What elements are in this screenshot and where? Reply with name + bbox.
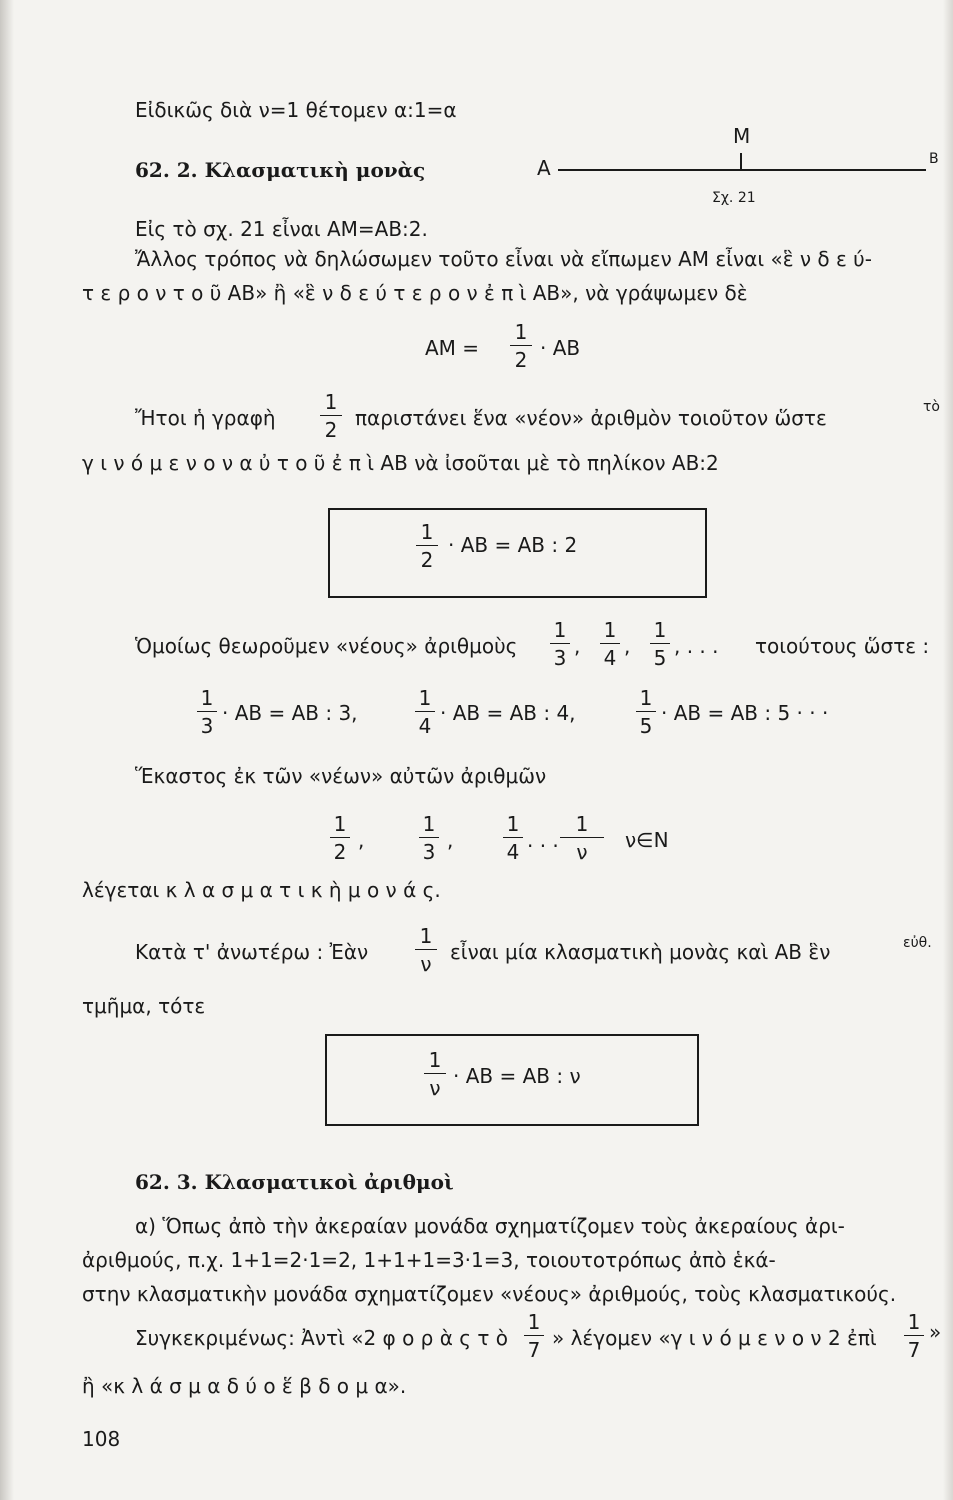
p4-comma-2: , bbox=[624, 634, 631, 658]
p9-fraction-seventh-1 bbox=[524, 1312, 544, 1360]
equation-am-fraction bbox=[510, 322, 532, 370]
fraction-denominator: 2 bbox=[324, 418, 338, 442]
equation-am-left: ΑΜ = bbox=[425, 336, 480, 360]
fraction-numerator: 1 bbox=[197, 688, 217, 712]
text-paragraph-7-end: τμῆμα, τότε bbox=[82, 994, 206, 1018]
figure-midpoint-tick bbox=[740, 153, 742, 169]
eq2-fraction-fifth bbox=[636, 688, 656, 736]
eq2-equation-fifth: · ΑΒ = ΑΒ : 5 · · · bbox=[661, 701, 829, 725]
p5-fraction-half bbox=[330, 814, 350, 862]
fraction-denominator: ν bbox=[429, 1076, 441, 1100]
p5-fraction-quarter bbox=[503, 814, 523, 862]
fraction-denominator: 4 bbox=[506, 840, 520, 864]
p5-fraction-nu bbox=[560, 814, 604, 862]
fraction-numerator: 1 bbox=[904, 1312, 924, 1336]
text-paragraph-2-line-1: Ἄλλος τρόπος νὰ δηλώσωμεν τοῦτο εἶναι νὰ εἴπωμεν ΑΜ εἶναι «ἓ ν δ ε ύ- bbox=[135, 247, 872, 271]
p9-fraction-seventh-2 bbox=[904, 1312, 924, 1360]
p7-fraction-nu bbox=[415, 926, 437, 974]
eq2-equation-third: · ΑΒ = ΑΒ : 3, bbox=[222, 701, 358, 725]
eq2-fraction-third bbox=[197, 688, 217, 736]
text-paragraph-3-middle: παριστάνει ἕνα «νέον» ἀριθμὸν τοιοῦτον ὥστε bbox=[355, 406, 827, 430]
text-paragraph-4-end: τοιούτους ὥστε : bbox=[755, 634, 930, 658]
equation-am-right: · ΑΒ bbox=[540, 336, 581, 360]
fraction-numerator: 1 bbox=[636, 688, 656, 712]
fraction-denominator: 7 bbox=[527, 1338, 541, 1362]
text-paragraph-8-line-1: α) Ὅπως ἀπὸ τὴν ἀκεραίαν μονάδα σχηματίζομεν τοὺς ἀκεραίους ἀρι- bbox=[135, 1214, 845, 1238]
fraction-numerator: 1 bbox=[415, 688, 435, 712]
p5-ellipsis: . . . bbox=[527, 828, 559, 852]
fraction-denominator: 5 bbox=[653, 646, 667, 670]
p5-nu-in-n: ν∈Ν bbox=[625, 828, 669, 852]
figure-segment-ab bbox=[558, 169, 926, 171]
fraction-numerator: 1 bbox=[510, 322, 532, 346]
text-paragraph-5: Ἕκαστος ἐκ τῶν «νέων» αὐτῶν ἀριθμῶν bbox=[135, 764, 547, 788]
figure-caption: Σχ. 21 bbox=[712, 190, 756, 206]
text-margin-to: τὸ bbox=[923, 399, 940, 415]
text-paragraph-7-start: Κατὰ τ' ἀνωτέρω : Ἐὰν bbox=[135, 940, 369, 964]
text-paragraph-10: ἢ «κ λ ά σ μ α δ ύ ο ἕ β δ ο μ α». bbox=[82, 1374, 407, 1398]
fraction-denominator: 3 bbox=[422, 840, 436, 864]
fraction-denominator: 2 bbox=[333, 840, 347, 864]
text-paragraph-9-middle: » λέγομεν «γ ι ν ό μ ε ν ο ν 2 ἐπὶ bbox=[552, 1326, 877, 1350]
p5-fraction-third bbox=[419, 814, 439, 862]
p4-ellipsis: , . . . bbox=[674, 634, 719, 658]
text-margin-euth: εὐθ. bbox=[903, 935, 932, 951]
section-heading-62-2: 62. 2. Κλασματικὴ μονὰς bbox=[135, 158, 426, 182]
box-1-fraction bbox=[416, 522, 438, 570]
fraction-numerator: 1 bbox=[503, 814, 523, 838]
fraction-numerator: 1 bbox=[416, 522, 438, 546]
fraction-denominator: ν bbox=[576, 840, 588, 864]
fraction-denominator: 3 bbox=[200, 714, 214, 738]
box-2-equation: · ΑΒ = ΑΒ : ν bbox=[453, 1064, 581, 1088]
fraction-numerator: 1 bbox=[600, 620, 620, 644]
text-paragraph-3-start: Ἤτοι ἡ γραφὴ bbox=[135, 406, 276, 430]
page-number: 108 bbox=[82, 1427, 121, 1451]
fraction-numerator: 1 bbox=[419, 814, 439, 838]
p5-comma-1: , bbox=[358, 828, 365, 852]
text-line-special-case: Εἰδικῶς διὰ ν=1 θέτομεν α:1=α bbox=[135, 98, 457, 122]
text-paragraph-2-line-2: τ ε ρ ο ν τ ο ῦ ΑΒ» ἢ «ἓ ν δ ε ύ τ ε ρ ο ν ἐ π ὶ ΑΒ», νὰ γράψωμεν δὲ bbox=[82, 281, 748, 305]
box-1-equation: · ΑΒ = ΑΒ : 2 bbox=[448, 533, 578, 557]
fraction-numerator: 1 bbox=[424, 1050, 446, 1074]
fraction-numerator: 1 bbox=[320, 392, 342, 416]
paragraph-3-fraction bbox=[320, 392, 342, 440]
text-paragraph-9-close-quote: » bbox=[929, 1320, 942, 1344]
fraction-numerator: 1 bbox=[524, 1312, 544, 1336]
text-paragraph-8-line-3: στην κλασματικὴν μονάδα σχηματίζομεν «νέους» ἀριθμούς, τοὺς κλασματικούς. bbox=[82, 1282, 897, 1306]
fraction-denominator: 5 bbox=[639, 714, 653, 738]
page-gutter-shadow bbox=[0, 0, 14, 1500]
fraction-numerator: 1 bbox=[650, 620, 670, 644]
fraction-denominator: ν bbox=[420, 952, 432, 976]
text-paragraph-8-line-2: ἀριθμούς, π.χ. 1+1=2·1=2, 1+1+1=3·1=3, τοιουτοτρόπως ἀπὸ ἑκά- bbox=[82, 1248, 776, 1272]
fraction-numerator: 1 bbox=[550, 620, 570, 644]
eq2-equation-quarter: · ΑΒ = ΑΒ : 4, bbox=[440, 701, 576, 725]
page-edge-shadow bbox=[943, 0, 953, 1500]
text-paragraph-7-middle: εἶναι μία κλασματικὴ μονὰς καὶ ΑΒ ἓν bbox=[450, 940, 831, 964]
text-paragraph-4-start: Ὁμοίως θεωροῦμεν «νέους» ἀριθμοὺς bbox=[135, 634, 518, 658]
section-heading-62-3: 62. 3. Κλασματικοὶ ἀριθμοὶ bbox=[135, 1170, 454, 1194]
figure-label-m: Μ bbox=[733, 124, 751, 148]
fraction-denominator: 7 bbox=[907, 1338, 921, 1362]
p4-fraction-third bbox=[550, 620, 570, 668]
figure-label-b: Β bbox=[929, 151, 939, 167]
figure-label-a: Α bbox=[537, 156, 551, 180]
text-paragraph-3-line-2: γ ι ν ό μ ε ν ο ν α ὐ τ ο ῦ ἐ π ὶ ΑΒ νὰ ἰσοῦται μὲ τὸ πηλίκον ΑΒ:2 bbox=[82, 451, 719, 475]
box-2-fraction bbox=[424, 1050, 446, 1098]
fraction-numerator: 1 bbox=[560, 814, 604, 838]
fraction-denominator: 4 bbox=[603, 646, 617, 670]
p4-fraction-fifth bbox=[650, 620, 670, 668]
p4-comma-1: , bbox=[574, 634, 581, 658]
fraction-denominator: 4 bbox=[418, 714, 432, 738]
eq2-fraction-quarter bbox=[415, 688, 435, 736]
fraction-denominator: 3 bbox=[553, 646, 567, 670]
fraction-numerator: 1 bbox=[415, 926, 437, 950]
fraction-denominator: 2 bbox=[514, 348, 528, 372]
fraction-denominator: 2 bbox=[420, 548, 434, 572]
p5-comma-2: , bbox=[447, 828, 454, 852]
fraction-numerator: 1 bbox=[330, 814, 350, 838]
p4-fraction-quarter bbox=[600, 620, 620, 668]
text-paragraph-1: Εἰς τὸ σχ. 21 εἶναι ΑΜ=ΑΒ:2. bbox=[135, 217, 428, 241]
text-paragraph-6: λέγεται κ λ α σ μ α τ ι κ ὴ μ ο ν ά ς. bbox=[82, 878, 441, 902]
text-paragraph-9-start: Συγκεκριμένως: Ἀντὶ «2 φ ο ρ ὰ ς τ ὸ bbox=[135, 1326, 508, 1350]
